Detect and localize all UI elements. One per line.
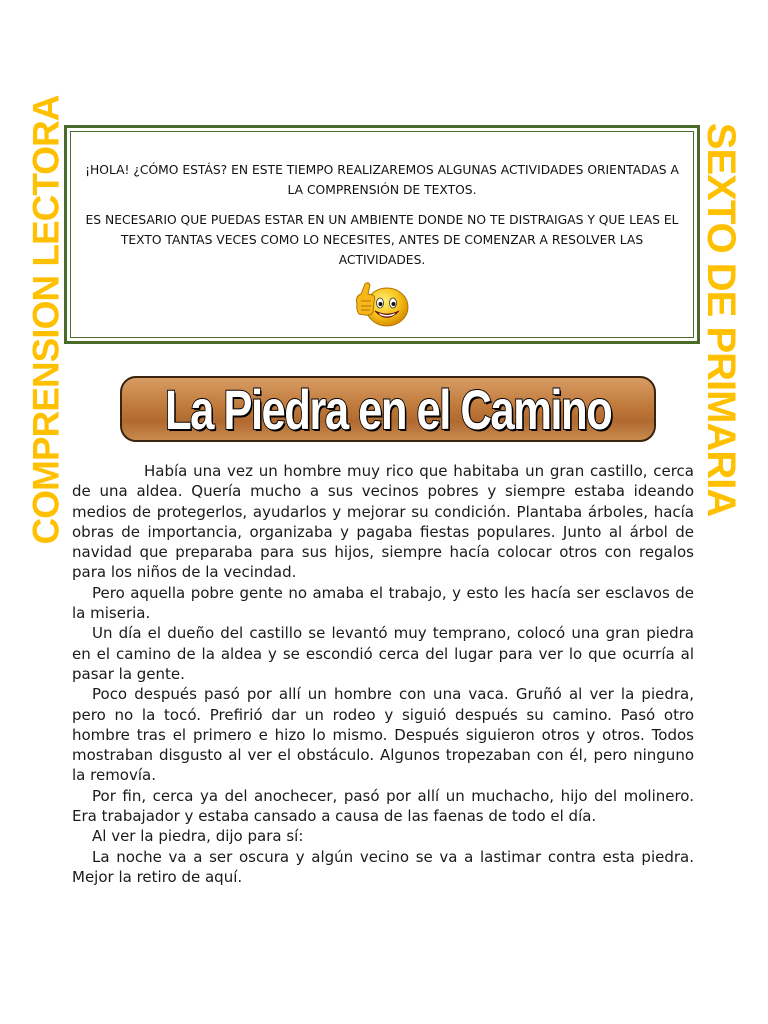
story-paragraph: Había una vez un hombre muy rico que habitaba un gran castillo, cerca de una aldea. Quería mucho a sus vecinos pobres y siempre estaba ideando medios de protegerlos, ayudarlos y mejorar su condición. Plantaba árboles, hacía obras de importancia, organizaba y pagaba fiestas populares. Junto al árbol de navidad que preparaba para sus hijos, siempre hacía colocar otros con regalos para los niños de la vecindad. <box>72 462 694 582</box>
side-label-right: SEXTO DE PRIMARIA <box>699 122 744 516</box>
story-paragraph: Un día el dueño del castillo se levantó muy temprano, colocó una gran piedra en el camino de la aldea y se escondió cerca del lugar para ver lo que ocurría al pasar la gente. <box>72 624 694 683</box>
story-paragraph: La noche va a ser oscura y algún vecino se va a lastimar contra esta piedra. Mejor la retiro de aquí. <box>72 847 694 886</box>
story-paragraph: Poco después pasó por allí un hombre con una vaca. Gruñó al ver la piedra, pero no la tocó. Prefirió dar un rodeo y siguió después su camino. Pasó otro hombre tras el primero e hizo lo mismo. Después siguieron otros y otros. Todos mostraban disgusto al ver el obstáculo. Algunos tropezaban con él, pero ninguno la removía. <box>72 685 694 785</box>
side-label-left: COMPRENSION LECTORA <box>25 95 67 545</box>
thumbs-up-smiley-icon <box>353 280 411 328</box>
intro-greeting: ¡HOLA! ¿CÓMO ESTÁS? EN ESTE TIEMPO REALIZAREMOS ALGUNAS ACTIVIDADES ORIENTADAS A LA COMPRENSIÓN DE TEXTOS. <box>85 163 679 197</box>
story-text <box>72 461 694 887</box>
story-title-banner <box>120 376 656 442</box>
vertical-title-comprension-lectora <box>24 95 68 545</box>
story-title: La Piedra en el Camino <box>164 377 612 441</box>
story-paragraph: Pero aquella pobre gente no amaba el trabajo, y esto les hacía ser esclavos de la miseria. <box>72 583 694 623</box>
story-paragraph: Por fin, cerca ya del anochecer, pasó por allí un muchacho, hijo del molinero. Era trabajador y estaba cansado a causa de las faenas de todo el día. <box>72 786 694 826</box>
intro-instructions: ES NECESARIO QUE PUEDAS ESTAR EN UN AMBIENTE DONDE NO TE DISTRAIGAS Y QUE LEAS EL TEXTO TANTAS VECES COMO LO NECESITES, ANTES DE COMENZAR A RESOLVER LAS ACTIVIDADES. <box>85 213 679 267</box>
vertical-title-sexto-de-primaria <box>697 122 745 516</box>
story-paragraph: Al ver la piedra, dijo para sí: <box>92 827 304 846</box>
